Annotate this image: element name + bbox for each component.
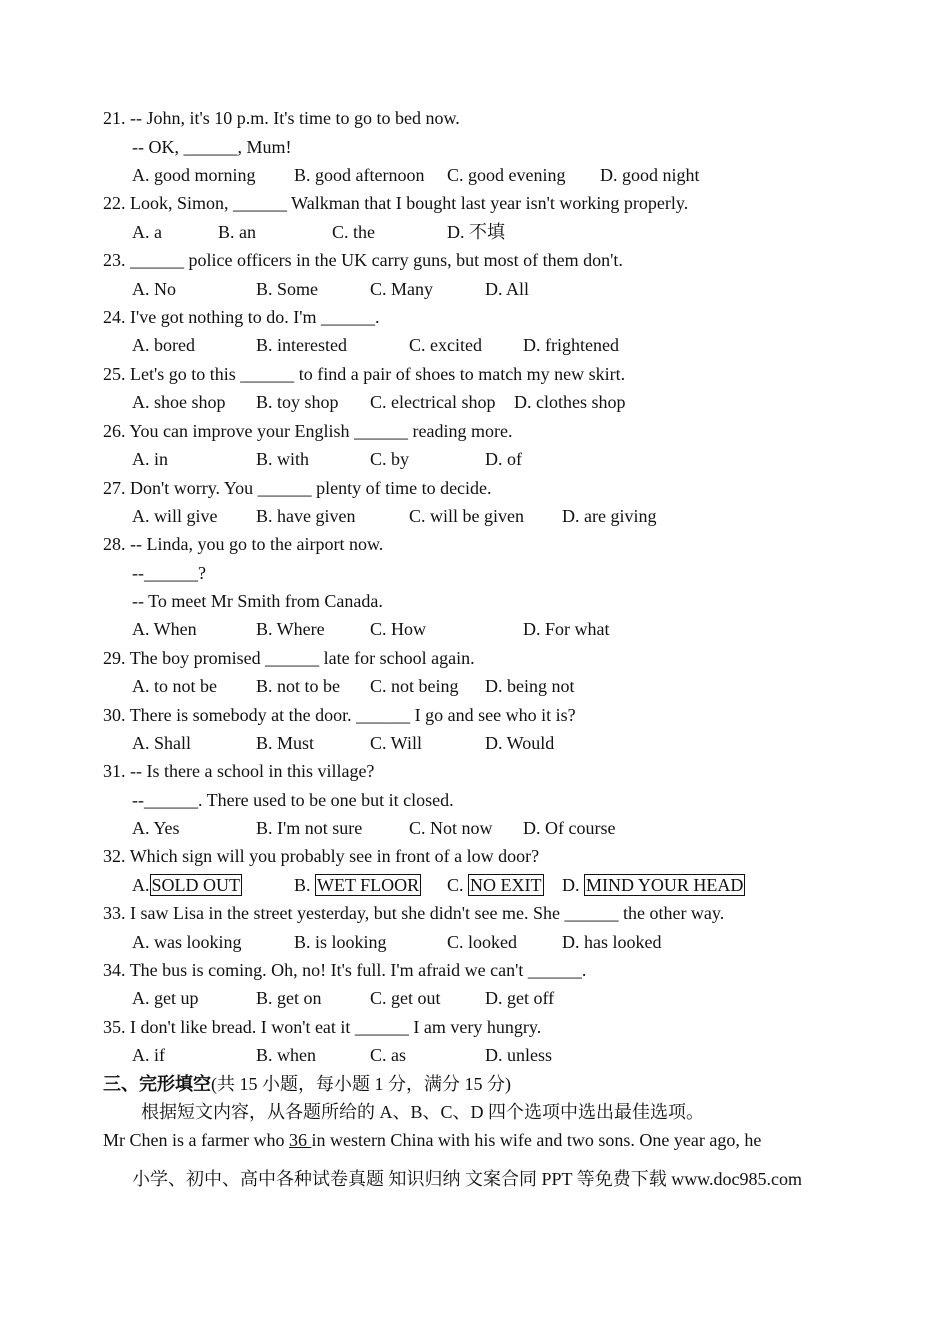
- option-a: A. Yes: [132, 818, 180, 838]
- option-a: A. No: [132, 279, 176, 299]
- option-b: B. Must: [256, 733, 315, 753]
- option-d: D. frightened: [523, 335, 619, 355]
- option-a: A. When: [132, 619, 197, 639]
- question-31: 31. -- Is there a school in this village?: [103, 761, 375, 781]
- option-c: C. get out: [370, 988, 441, 1008]
- option-b: B. I'm not sure: [256, 818, 363, 838]
- option-a: A. was looking: [132, 932, 242, 952]
- option-d: D. MIND YOUR HEAD: [562, 875, 744, 895]
- option-b: B. get on: [256, 988, 322, 1008]
- option-a: A. Shall: [132, 733, 192, 753]
- option-a: A. good morning: [132, 165, 256, 185]
- question-22: 22. Look, Simon, ______ Walkman that I bought last year isn't working properly.: [103, 193, 689, 213]
- page-footer: 小学、初中、高中各种试卷真题 知识归纳 文案合同 PPT 等免费下载 www.doc985.com: [132, 1169, 802, 1189]
- section-scoring: (共 15 小题，每小题 1 分，满分 15 分): [211, 1074, 511, 1094]
- question-24: 24. I've got nothing to do. I'm ______.: [103, 307, 380, 327]
- question-30: 30. There is somebody at the door. ______ I go and see who it is?: [103, 705, 576, 725]
- option-c: C. electrical shop: [370, 392, 496, 412]
- option-b: B. Where: [256, 619, 325, 639]
- sign-wet-floor: WET FLOOR: [317, 875, 420, 895]
- option-d: D. Would: [485, 733, 555, 753]
- option-c: C. not being: [370, 676, 459, 696]
- option-b: B. toy shop: [256, 392, 339, 412]
- option-d: D. being not: [485, 676, 575, 696]
- option-c: C. Will: [370, 733, 422, 753]
- option-c: C. looked: [447, 932, 517, 952]
- option-c: C. Not now: [409, 818, 493, 838]
- option-c: C. will be given: [409, 506, 524, 526]
- option-b: B. is looking: [294, 932, 387, 952]
- passage-line-1: Mr Chen is a farmer who 36 in western China with his wife and two sons. One year ago, he: [103, 1130, 762, 1150]
- question-25: 25. Let's go to this ______ to find a pair of shoes to match my new skirt.: [103, 364, 626, 384]
- option-b: B. interested: [256, 335, 347, 355]
- question-35: 35. I don't like bread. I won't eat it ______ I am very hungry.: [103, 1017, 542, 1037]
- question-28-line-2: --______?: [132, 563, 206, 583]
- option-a: A. to not be: [132, 676, 217, 696]
- question-34: 34. The bus is coming. Oh, no! It's full. I'm afraid we can't ______.: [103, 960, 587, 980]
- question-29: 29. The boy promised ______ late for school again.: [103, 648, 475, 668]
- option-b: B. an: [218, 222, 256, 242]
- option-b: B. WET FLOOR: [294, 875, 420, 895]
- section-heading: [103, 1072, 511, 1096]
- option-a: A. bored: [132, 335, 195, 355]
- option-d: D. has looked: [562, 932, 662, 952]
- option-a: A. will give: [132, 506, 218, 526]
- option-a: A. in: [132, 449, 168, 469]
- option-d: D. get off: [485, 988, 555, 1008]
- question-23: 23. ______ police officers in the UK carry guns, but most of them don't.: [103, 250, 623, 270]
- question-26: 26. You can improve your English ______ reading more.: [103, 421, 513, 441]
- option-c: C. by: [370, 449, 410, 469]
- option-c: C. How: [370, 619, 427, 639]
- option-b: B. good afternoon: [294, 165, 425, 185]
- option-a: A. shoe shop: [132, 392, 226, 412]
- option-b: B. when: [256, 1045, 316, 1065]
- option-c: C. as: [370, 1045, 406, 1065]
- option-b: B. not to be: [256, 676, 340, 696]
- option-d: D. are giving: [562, 506, 657, 526]
- option-c: C. NO EXIT: [447, 875, 542, 895]
- option-a: A. get up: [132, 988, 199, 1008]
- sign-sold-out: SOLD OUT: [151, 875, 240, 895]
- section-instruction: 根据短文内容，从各题所给的 A、B、C、D 四个选项中选出最佳选项。: [141, 1102, 705, 1122]
- option-a: A. if: [132, 1045, 165, 1065]
- question-21: 21. -- John, it's 10 p.m. It's time to go to bed now.: [103, 108, 460, 128]
- option-c: C. good evening: [447, 165, 566, 185]
- question-33: 33. I saw Lisa in the street yesterday, but she didn't see me. She ______ the other way.: [103, 903, 725, 923]
- option-d: D. clothes shop: [514, 392, 626, 412]
- option-d: D. good night: [600, 165, 700, 185]
- sign-mind-your-head: MIND YOUR HEAD: [586, 875, 744, 895]
- option-d: D. unless: [485, 1045, 552, 1065]
- sign-no-exit: NO EXIT: [470, 875, 542, 895]
- question-28-line-3: -- To meet Mr Smith from Canada.: [132, 591, 383, 611]
- option-a: A. SOLD OUT: [132, 875, 240, 895]
- option-d: D. For what: [523, 619, 610, 639]
- question-21-line-2: -- OK, ______, Mum!: [132, 137, 292, 157]
- option-a: A. a: [132, 222, 162, 242]
- option-b: B. have given: [256, 506, 356, 526]
- option-d: D. Of course: [523, 818, 616, 838]
- section-title: 三、完形填空: [103, 1074, 211, 1094]
- question-28: 28. -- Linda, you go to the airport now.: [103, 534, 384, 554]
- option-c: C. the: [332, 222, 375, 242]
- option-c: C. excited: [409, 335, 482, 355]
- option-d: D. of: [485, 449, 522, 469]
- question-32: 32. Which sign will you probably see in front of a low door?: [103, 846, 540, 866]
- blank-36: 36: [288, 1130, 312, 1150]
- option-b: B. with: [256, 449, 310, 469]
- question-31-line-2: --______. There used to be one but it closed.: [132, 790, 454, 810]
- option-d: D. 不填: [447, 222, 505, 242]
- question-27: 27. Don't worry. You ______ plenty of time to decide.: [103, 478, 492, 498]
- option-b: B. Some: [256, 279, 319, 299]
- option-c: C. Many: [370, 279, 433, 299]
- option-d: D. All: [485, 279, 530, 299]
